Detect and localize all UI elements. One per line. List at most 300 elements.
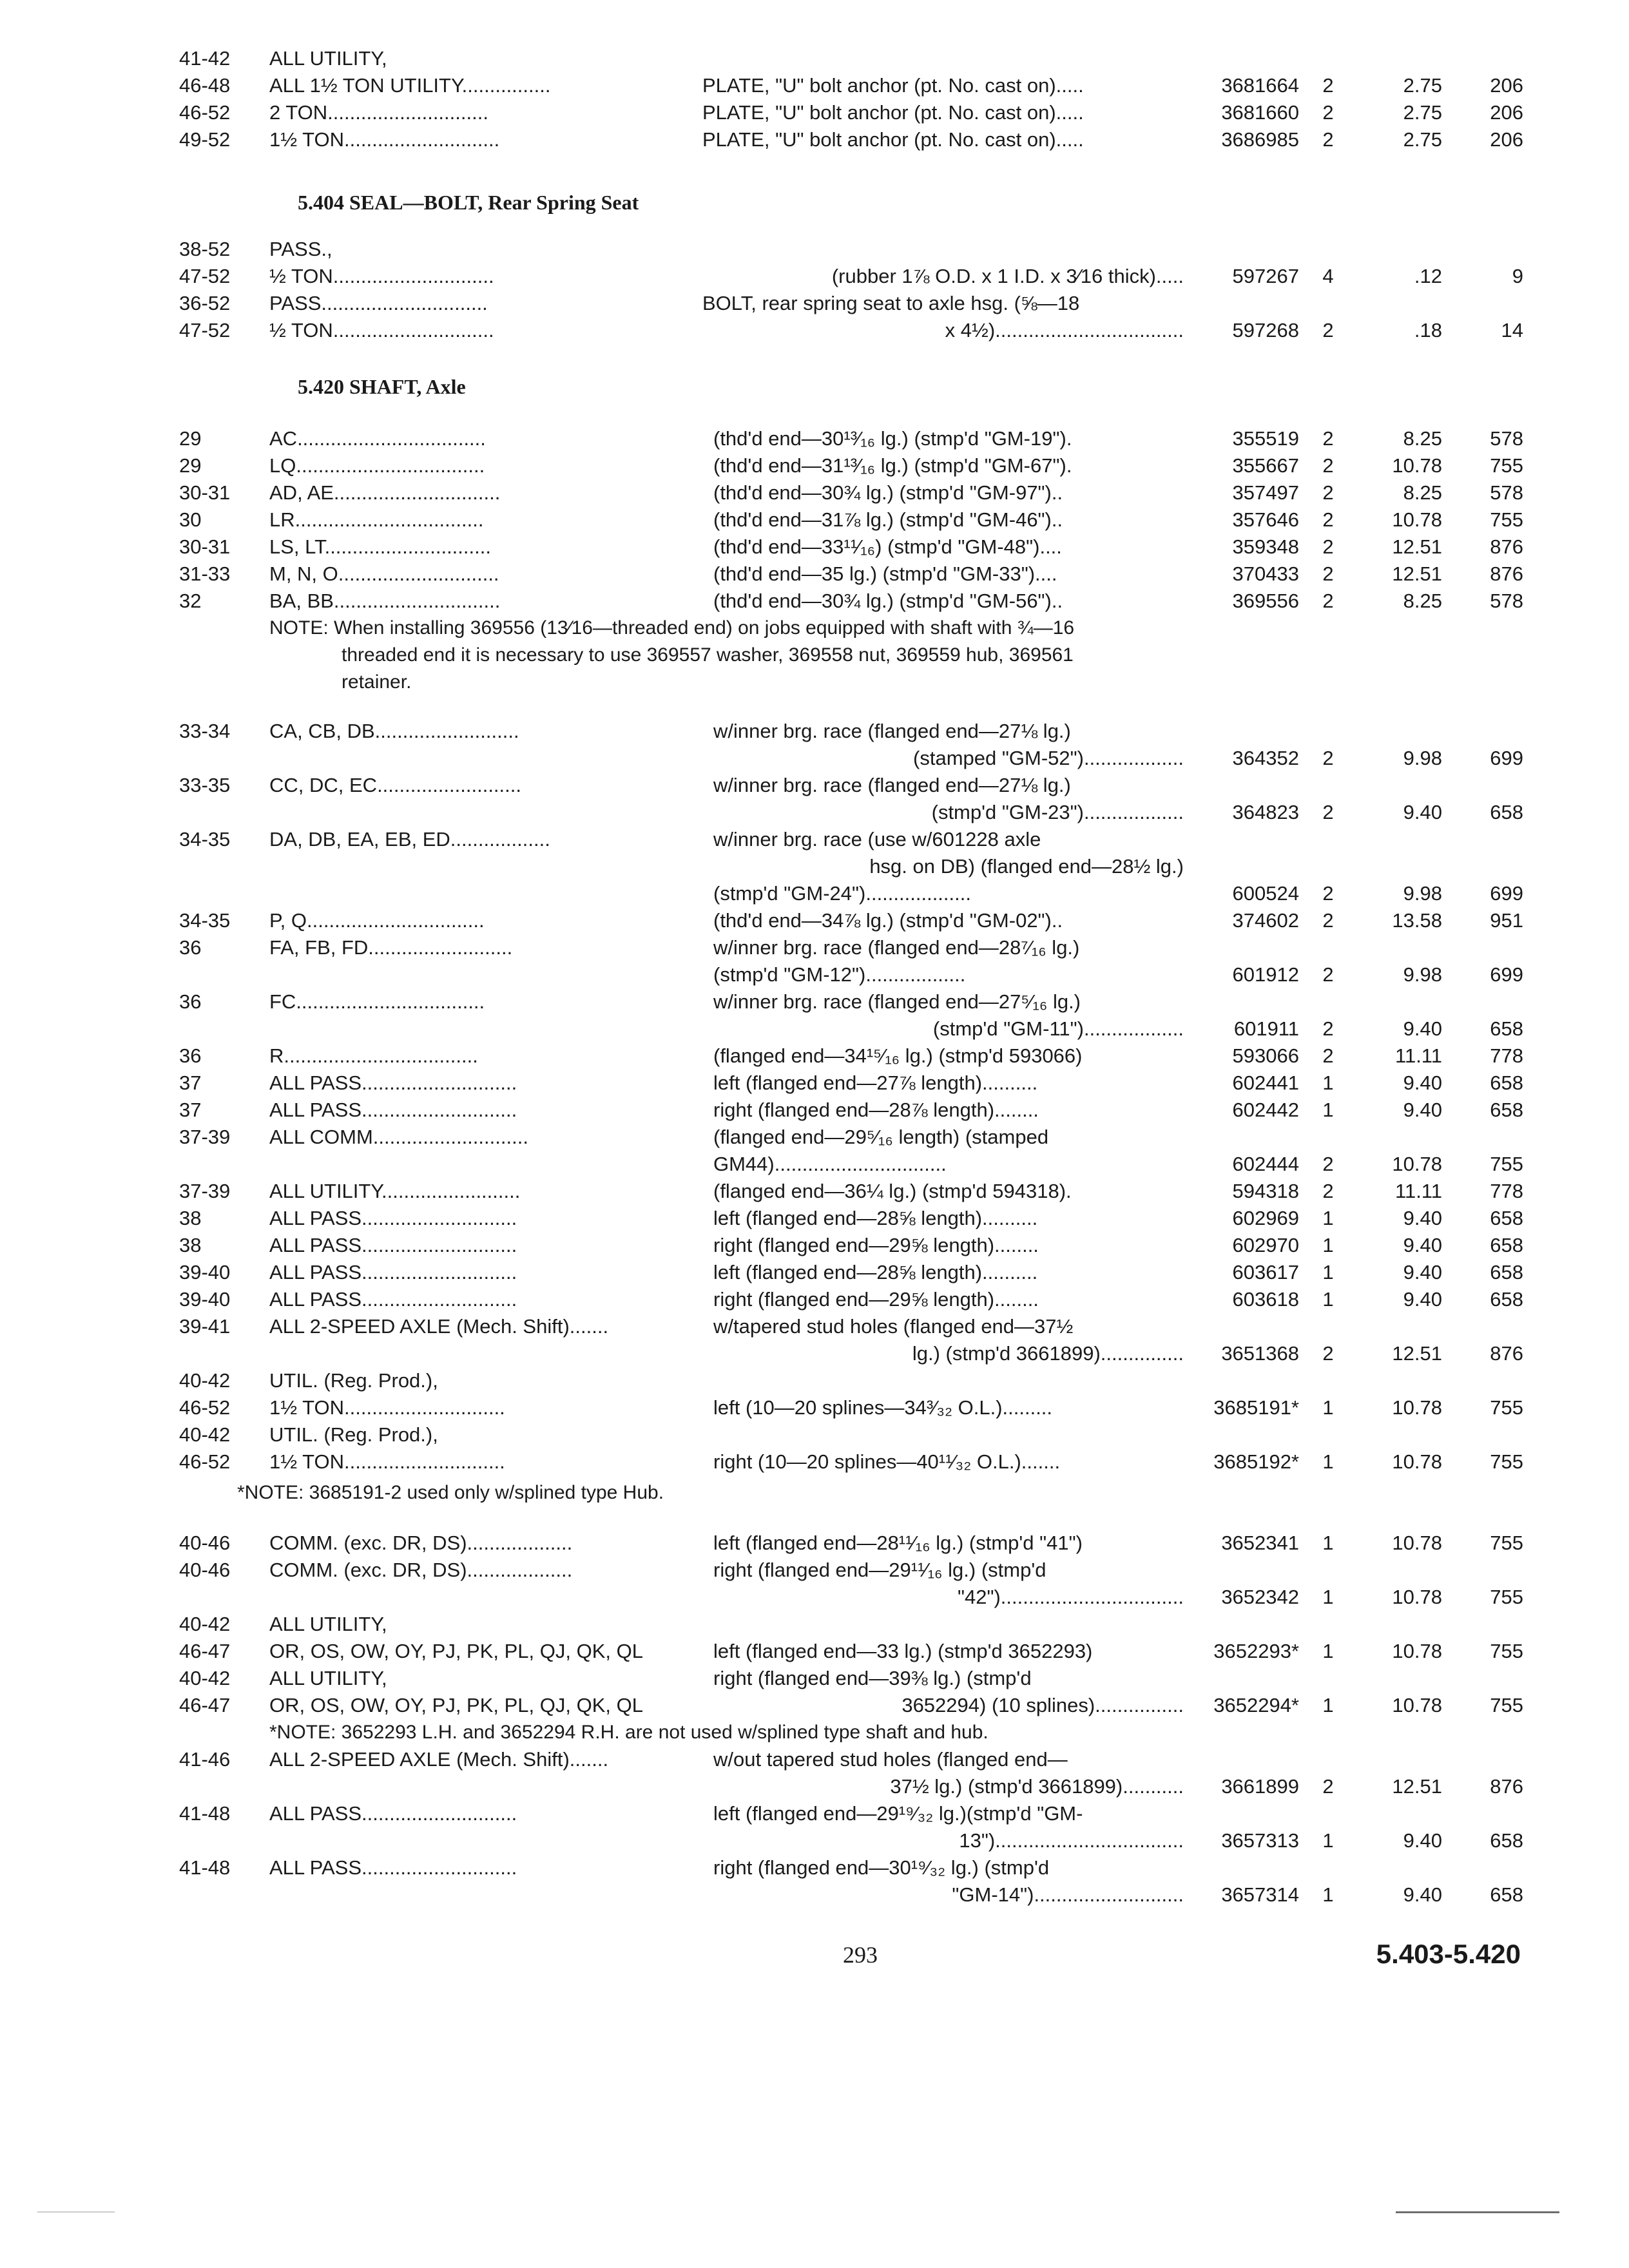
table-row (0, 1800, 1629, 1827)
group-number-cell: 658 (1490, 1017, 1523, 1040)
model-cell: ALL PASS............................ (269, 1288, 517, 1311)
group-number-cell: 699 (1490, 882, 1523, 905)
part-number-cell: 594318 (1232, 1180, 1299, 1202)
group-number-cell: 578 (1490, 481, 1523, 504)
part-number-cell: 3652293* (1213, 1640, 1299, 1662)
group-number-cell: 755 (1490, 454, 1523, 477)
model-cell: AC.................................. (269, 427, 486, 450)
table-row (0, 718, 1629, 745)
years-cell: 36-52 (179, 292, 231, 314)
description-cell: left (flanged end—29¹⁹⁄₃₂ lg.)(stmp'd "GM- (713, 1802, 1083, 1825)
model-cell: ALL 2-SPEED AXLE (Mech. Shift)....... (269, 1315, 609, 1338)
model-cell: ALL UTILITY, (269, 1667, 387, 1689)
model-cell: ALL PASS............................ (269, 1802, 517, 1825)
years-cell: 49-52 (179, 128, 231, 151)
table-row (0, 1421, 1629, 1448)
list-price-cell: 9.40 (1403, 1099, 1442, 1121)
description-cell: BOLT, rear spring seat to axle hsg. (⅝—18 (702, 292, 1080, 314)
quantity-cell: 1 (1322, 1586, 1334, 1608)
description-cell: (stmp'd "GM-12").................. (713, 963, 966, 986)
table-row (0, 588, 1629, 615)
group-number-cell: 658 (1490, 1099, 1523, 1121)
list-price-cell: 9.40 (1403, 801, 1442, 823)
description-cell: hsg. on DB) (flanged end—28½ lg.) (869, 855, 1184, 878)
list-price-cell: 9.40 (1403, 1261, 1442, 1283)
list-price-cell: 13.58 (1392, 909, 1442, 932)
quantity-cell: 1 (1322, 1396, 1334, 1419)
group-number-cell: 658 (1490, 1072, 1523, 1094)
model-cell: 2 TON............................. (269, 101, 488, 124)
years-cell: 40-46 (179, 1532, 231, 1554)
part-number-cell: 3651368 (1221, 1342, 1299, 1365)
description-cell: lg.) (stmp'd 3661899)............... (912, 1342, 1184, 1365)
table-row (0, 1043, 1629, 1070)
part-number-cell: 602970 (1232, 1234, 1299, 1256)
table-row (0, 961, 1629, 988)
list-price-cell: 9.40 (1403, 1288, 1442, 1311)
quantity-cell: 2 (1322, 1153, 1334, 1175)
quantity-cell: 2 (1322, 909, 1334, 932)
table-row (0, 1557, 1629, 1584)
part-number-cell: 355519 (1232, 427, 1299, 450)
table-row (0, 1259, 1629, 1286)
quantity-cell: 1 (1322, 1288, 1334, 1311)
table-row (0, 1692, 1629, 1719)
quantity-cell: 1 (1322, 1234, 1334, 1256)
table-row (0, 1746, 1629, 1773)
years-cell: 29 (179, 454, 202, 477)
part-number-cell: 359348 (1232, 535, 1299, 558)
list-price-cell: 9.40 (1403, 1829, 1442, 1852)
table-row (0, 1178, 1629, 1205)
part-number-cell: 369556 (1232, 590, 1299, 612)
description-cell: (stmp'd "GM-11").................. (932, 1017, 1184, 1040)
model-cell: M, N, O............................. (269, 562, 499, 585)
description-cell: right (flanged end—39⅜ lg.) (stmp'd (713, 1667, 1032, 1689)
list-price-cell: 8.25 (1403, 427, 1442, 450)
description-cell: (flanged end—34¹⁵⁄₁₆ lg.) (stmp'd 593066) (713, 1044, 1083, 1067)
quantity-cell: 1 (1322, 1829, 1334, 1852)
model-cell: ALL PASS............................ (269, 1207, 517, 1229)
part-number-cell: 364352 (1232, 747, 1299, 769)
list-price-cell: 9.98 (1403, 747, 1442, 769)
years-cell: 37-39 (179, 1180, 231, 1202)
years-cell: 41-48 (179, 1856, 231, 1879)
years-cell: 33-34 (179, 720, 231, 742)
list-price-cell: .18 (1414, 319, 1442, 341)
model-cell: OR, OS, OW, OY, PJ, PK, PL, QJ, QK, QL (269, 1640, 643, 1662)
part-number-cell: 357497 (1232, 481, 1299, 504)
table-row (0, 236, 1629, 263)
description-cell: (thd'd end—34⅞ lg.) (stmp'd "GM-02").. (713, 909, 1063, 932)
description-cell: (thd'd end—31⅞ lg.) (stmp'd "GM-46").. (713, 508, 1063, 531)
years-cell: 40-42 (179, 1613, 231, 1635)
years-cell: 47-52 (179, 265, 231, 287)
model-cell: LS, LT.............................. (269, 535, 491, 558)
group-number-cell: 755 (1490, 1586, 1523, 1608)
table-row (0, 799, 1629, 826)
note-text: NOTE: When installing 369556 (13⁄16—threaded end) on jobs equipped with shaft with ¾—16 (269, 617, 1075, 639)
model-cell: ALL UTILITY, (269, 1613, 387, 1635)
group-number-cell: 699 (1490, 963, 1523, 986)
list-price-cell: 8.25 (1403, 481, 1442, 504)
description-cell: "42")................................. (957, 1586, 1184, 1608)
group-number-cell: 755 (1490, 1694, 1523, 1716)
part-number-cell: 355667 (1232, 454, 1299, 477)
description-cell: 3652294) (10 splines)................ (901, 1694, 1184, 1716)
quantity-cell: 2 (1322, 1775, 1334, 1798)
years-cell: 36 (179, 1044, 202, 1067)
table-row (0, 1854, 1629, 1881)
table-row (0, 934, 1629, 961)
group-number-cell: 876 (1490, 1775, 1523, 1798)
description-cell: (stamped "GM-52").................. (913, 747, 1184, 769)
description-cell: "GM-14")........................... (952, 1883, 1184, 1906)
years-cell: 46-52 (179, 1396, 231, 1419)
description-cell: (stmp'd "GM-23").................. (931, 801, 1184, 823)
model-cell: ALL PASS............................ (269, 1099, 517, 1121)
list-price-cell: 2.75 (1403, 101, 1442, 124)
table-row (0, 1232, 1629, 1259)
table-row (0, 1205, 1629, 1232)
part-number-cell: 357646 (1232, 508, 1299, 531)
description-cell: PLATE, "U" bolt anchor (pt. No. cast on)..... (702, 74, 1084, 97)
part-number-cell: 597268 (1232, 319, 1299, 341)
description-cell: left (flanged end—28⅝ length).......... (713, 1261, 1038, 1283)
model-cell: COMM. (exc. DR, DS)................... (269, 1532, 573, 1554)
model-cell: R................................... (269, 1044, 478, 1067)
model-cell: CC, DC, EC.......................... (269, 774, 521, 796)
quantity-cell: 2 (1322, 590, 1334, 612)
group-number-cell: 755 (1490, 1532, 1523, 1554)
quantity-cell: 2 (1322, 1044, 1334, 1067)
list-price-cell: 12.51 (1392, 535, 1442, 558)
table-row (0, 533, 1629, 561)
group-number-cell: 206 (1490, 74, 1523, 97)
list-price-cell: 12.51 (1392, 562, 1442, 585)
part-number-cell: 597267 (1232, 265, 1299, 287)
list-price-cell: 8.25 (1403, 590, 1442, 612)
model-cell: COMM. (exc. DR, DS)................... (269, 1559, 573, 1581)
model-cell: ALL PASS............................ (269, 1261, 517, 1283)
table-row (0, 1584, 1629, 1611)
table-row (0, 745, 1629, 772)
years-cell: 40-42 (179, 1667, 231, 1689)
quantity-cell: 2 (1322, 535, 1334, 558)
list-price-cell: 11.11 (1395, 1044, 1442, 1067)
section-heading: 5.420 SHAFT, Axle (298, 375, 466, 398)
part-number-cell: 3686985 (1221, 128, 1299, 151)
description-cell: (thd'd end—30¹³⁄₁₆ lg.) (stmp'd "GM-19"). (713, 427, 1072, 450)
years-cell: 33-35 (179, 774, 231, 796)
years-cell: 34-35 (179, 909, 231, 932)
table-row (0, 290, 1629, 317)
list-price-cell: 9.98 (1403, 882, 1442, 905)
group-number-cell: 755 (1490, 1450, 1523, 1473)
part-number-cell: 374602 (1232, 909, 1299, 932)
quantity-cell: 2 (1322, 427, 1334, 450)
description-cell: w/inner brg. race (flanged end—27⅛ lg.) (713, 774, 1071, 796)
table-row (0, 1638, 1629, 1665)
part-number-cell: 601911 (1233, 1017, 1299, 1040)
model-cell: ALL UTILITY......................... (269, 1180, 521, 1202)
group-number-cell: 658 (1490, 1207, 1523, 1229)
description-cell: (flanged end—29⁵⁄₁₆ length) (stamped (713, 1126, 1049, 1148)
table-row (0, 1611, 1629, 1638)
description-cell: w/inner brg. race (flanged end—27⅛ lg.) (713, 720, 1071, 742)
table-row (0, 1665, 1629, 1692)
model-cell: ½ TON............................. (269, 265, 494, 287)
quantity-cell: 2 (1322, 74, 1334, 97)
scan-dust-mark (37, 2211, 115, 2213)
table-row (0, 45, 1629, 72)
model-cell: ALL PASS............................ (269, 1234, 517, 1256)
years-cell: 37-39 (179, 1126, 231, 1148)
years-cell: 40-42 (179, 1369, 231, 1392)
quantity-cell: 1 (1322, 1072, 1334, 1094)
model-cell: AD, AE.............................. (269, 481, 501, 504)
group-number-cell: 778 (1490, 1180, 1523, 1202)
section-range: 5.403-5.420 (1376, 1939, 1521, 1969)
group-number-cell: 658 (1490, 801, 1523, 823)
model-cell: ALL 2-SPEED AXLE (Mech. Shift)....... (269, 1748, 609, 1771)
part-number-cell: 3657313 (1221, 1829, 1299, 1852)
table-row (0, 1394, 1629, 1421)
table-row (0, 317, 1629, 344)
part-number-cell: 602444 (1232, 1153, 1299, 1175)
note-text: retainer. (342, 671, 412, 693)
group-number-cell: 9 (1512, 265, 1523, 287)
years-cell: 46-52 (179, 101, 231, 124)
description-cell: PLATE, "U" bolt anchor (pt. No. cast on)..... (702, 101, 1084, 124)
years-cell: 40-42 (179, 1423, 231, 1446)
table-row (0, 72, 1629, 99)
list-price-cell: 10.78 (1392, 508, 1442, 531)
group-number-cell: 778 (1490, 1044, 1523, 1067)
model-cell: OR, OS, OW, OY, PJ, PK, PL, QJ, QK, QL (269, 1694, 643, 1716)
list-price-cell: 12.51 (1392, 1775, 1442, 1798)
list-price-cell: 9.40 (1403, 1207, 1442, 1229)
table-row (0, 853, 1629, 880)
part-number-cell: 3652294* (1213, 1694, 1299, 1716)
years-cell: 38 (179, 1207, 202, 1229)
table-row (0, 1286, 1629, 1313)
description-cell: left (flanged end—33 lg.) (stmp'd 3652293) (713, 1640, 1093, 1662)
part-number-cell: 364823 (1232, 801, 1299, 823)
list-price-cell: 10.78 (1392, 454, 1442, 477)
quantity-cell: 1 (1322, 1883, 1334, 1906)
table-row (0, 1530, 1629, 1557)
table-row (0, 826, 1629, 853)
list-price-cell: 10.78 (1392, 1396, 1442, 1419)
model-cell: ALL COMM............................ (269, 1126, 528, 1148)
table-row (0, 126, 1629, 153)
part-number-cell: 601912 (1232, 963, 1299, 986)
list-price-cell: 9.40 (1403, 1017, 1442, 1040)
years-cell: 41-48 (179, 1802, 231, 1825)
list-price-cell: 10.78 (1392, 1586, 1442, 1608)
group-number-cell: 14 (1501, 319, 1523, 341)
description-cell: (flanged end—36¼ lg.) (stmp'd 594318). (713, 1180, 1072, 1202)
part-number-cell: 3681664 (1221, 74, 1299, 97)
quantity-cell: 2 (1322, 101, 1334, 124)
table-row (0, 1151, 1629, 1178)
model-cell: CA, CB, DB.......................... (269, 720, 519, 742)
description-cell: w/inner brg. race (flanged end—27⁵⁄₁₆ lg.) (713, 990, 1081, 1013)
description-cell: right (flanged end—30¹⁹⁄₃₂ lg.) (stmp'd (713, 1856, 1050, 1879)
years-cell: 40-46 (179, 1559, 231, 1581)
model-cell: 1½ TON............................. (269, 1450, 505, 1473)
quantity-cell: 2 (1322, 562, 1334, 585)
page-number: 293 (843, 1942, 878, 1968)
table-row (0, 479, 1629, 506)
list-price-cell: 11.11 (1395, 1180, 1442, 1202)
quantity-cell: 1 (1322, 1640, 1334, 1662)
model-cell: ALL PASS............................ (269, 1072, 517, 1094)
part-number-cell: 3681660 (1221, 101, 1299, 124)
list-price-cell: 10.78 (1392, 1532, 1442, 1554)
group-number-cell: 755 (1490, 1396, 1523, 1419)
table-row (0, 425, 1629, 452)
group-number-cell: 699 (1490, 747, 1523, 769)
part-number-cell: 3652342 (1221, 1586, 1299, 1608)
description-cell: right (10—20 splines—40¹¹⁄₃₂ O.L.)....... (713, 1450, 1061, 1473)
group-number-cell: 755 (1490, 508, 1523, 531)
table-row (0, 772, 1629, 799)
note-text: *NOTE: 3685191-2 used only w/splined type Hub. (237, 1482, 664, 1503)
description-cell: w/inner brg. race (use w/601228 axle (713, 828, 1041, 850)
years-cell: 38 (179, 1234, 202, 1256)
group-number-cell: 578 (1490, 590, 1523, 612)
table-row (0, 880, 1629, 907)
description-cell: (thd'd end—30¾ lg.) (stmp'd "GM-97").. (713, 481, 1063, 504)
group-number-cell: 755 (1490, 1153, 1523, 1175)
list-price-cell: 9.40 (1403, 1072, 1442, 1094)
years-cell: 36 (179, 936, 202, 959)
model-cell: ALL PASS............................ (269, 1856, 517, 1879)
table-row (0, 506, 1629, 533)
description-cell: 13").................................. (959, 1829, 1184, 1852)
years-cell: 46-48 (179, 74, 231, 97)
years-cell: 39-40 (179, 1288, 231, 1311)
quantity-cell: 2 (1322, 319, 1334, 341)
model-cell: BA, BB.............................. (269, 590, 501, 612)
years-cell: 39-40 (179, 1261, 231, 1283)
description-cell: (thd'd end—35 lg.) (stmp'd "GM-33").... (713, 562, 1057, 585)
years-cell: 39-41 (179, 1315, 231, 1338)
description-cell: (rubber 1⅞ O.D. x 1 I.D. x 3⁄16 thick)..... (831, 265, 1184, 287)
group-number-cell: 658 (1490, 1288, 1523, 1311)
list-price-cell: 9.40 (1403, 1234, 1442, 1256)
years-cell: 32 (179, 590, 202, 612)
model-cell: FC.................................. (269, 990, 485, 1013)
list-price-cell: .12 (1414, 265, 1442, 287)
table-row (0, 99, 1629, 126)
description-cell: w/tapered stud holes (flanged end—37½ (713, 1315, 1074, 1338)
years-cell: 37 (179, 1099, 202, 1121)
years-cell: 41-42 (179, 47, 231, 70)
table-row (0, 1070, 1629, 1097)
table-row (0, 1124, 1629, 1151)
description-cell: left (flanged end—27⅞ length).......... (713, 1072, 1038, 1094)
quantity-cell: 1 (1322, 1532, 1334, 1554)
group-number-cell: 206 (1490, 128, 1523, 151)
table-row (0, 1313, 1629, 1340)
model-cell: P, Q................................ (269, 909, 485, 932)
model-cell: ALL 1½ TON UTILITY................ (269, 74, 551, 97)
section-heading: 5.404 SEAL—BOLT, Rear Spring Seat (298, 191, 639, 214)
model-cell: 1½ TON............................ (269, 128, 500, 151)
group-number-cell: 658 (1490, 1234, 1523, 1256)
description-cell: w/out tapered stud holes (flanged end— (713, 1748, 1068, 1771)
quantity-cell: 2 (1322, 508, 1334, 531)
table-row (0, 1015, 1629, 1043)
model-cell: DA, DB, EA, EB, ED.................. (269, 828, 550, 850)
list-price-cell: 9.40 (1403, 1883, 1442, 1906)
group-number-cell: 876 (1490, 562, 1523, 585)
model-cell: PASS.............................. (269, 292, 488, 314)
group-number-cell: 876 (1490, 535, 1523, 558)
list-price-cell: 10.78 (1392, 1153, 1442, 1175)
quantity-cell: 4 (1322, 265, 1334, 287)
years-cell: 31-33 (179, 562, 231, 585)
quantity-cell: 2 (1322, 801, 1334, 823)
table-row (0, 1097, 1629, 1124)
quantity-cell: 2 (1322, 747, 1334, 769)
group-number-cell: 951 (1490, 909, 1523, 932)
quantity-cell: 2 (1322, 1342, 1334, 1365)
description-cell: right (flanged end—29⅝ length)........ (713, 1288, 1039, 1311)
list-price-cell: 12.51 (1392, 1342, 1442, 1365)
model-cell: 1½ TON............................. (269, 1396, 505, 1419)
note-text: *NOTE: 3652293 L.H. and 3652294 R.H. are not used w/splined type shaft and hub. (269, 1722, 988, 1743)
list-price-cell: 10.78 (1392, 1450, 1442, 1473)
part-number-cell: 603618 (1232, 1288, 1299, 1311)
list-price-cell: 2.75 (1403, 74, 1442, 97)
quantity-cell: 2 (1322, 481, 1334, 504)
quantity-cell: 1 (1322, 1099, 1334, 1121)
description-cell: (stmp'd "GM-24")................... (713, 882, 971, 905)
quantity-cell: 2 (1322, 1017, 1334, 1040)
group-number-cell: 578 (1490, 427, 1523, 450)
model-cell: LQ.................................. (269, 454, 485, 477)
part-number-cell: 3657314 (1221, 1883, 1299, 1906)
table-row (0, 452, 1629, 479)
description-cell: right (flanged end—29⅝ length)........ (713, 1234, 1039, 1256)
table-row (0, 988, 1629, 1015)
part-number-cell: 3685192* (1213, 1450, 1299, 1473)
quantity-cell: 2 (1322, 128, 1334, 151)
model-cell: UTIL. (Reg. Prod.), (269, 1423, 438, 1446)
description-cell: PLATE, "U" bolt anchor (pt. No. cast on)..... (702, 128, 1084, 151)
table-row (0, 1367, 1629, 1394)
description-cell: right (flanged end—28⅞ length)........ (713, 1099, 1039, 1121)
group-number-cell: 876 (1490, 1342, 1523, 1365)
years-cell: 47-52 (179, 319, 231, 341)
group-number-cell: 206 (1490, 101, 1523, 124)
years-cell: 30 (179, 508, 202, 531)
part-number-cell: 602969 (1232, 1207, 1299, 1229)
table-row (0, 1773, 1629, 1800)
list-price-cell: 9.98 (1403, 963, 1442, 986)
years-cell: 41-46 (179, 1748, 231, 1771)
list-price-cell: 10.78 (1392, 1694, 1442, 1716)
description-cell: left (flanged end—28⅝ length).......... (713, 1207, 1038, 1229)
group-number-cell: 658 (1490, 1261, 1523, 1283)
quantity-cell: 2 (1322, 963, 1334, 986)
part-number-cell: 602441 (1232, 1072, 1299, 1094)
description-cell: GM44)............................... (713, 1153, 947, 1175)
